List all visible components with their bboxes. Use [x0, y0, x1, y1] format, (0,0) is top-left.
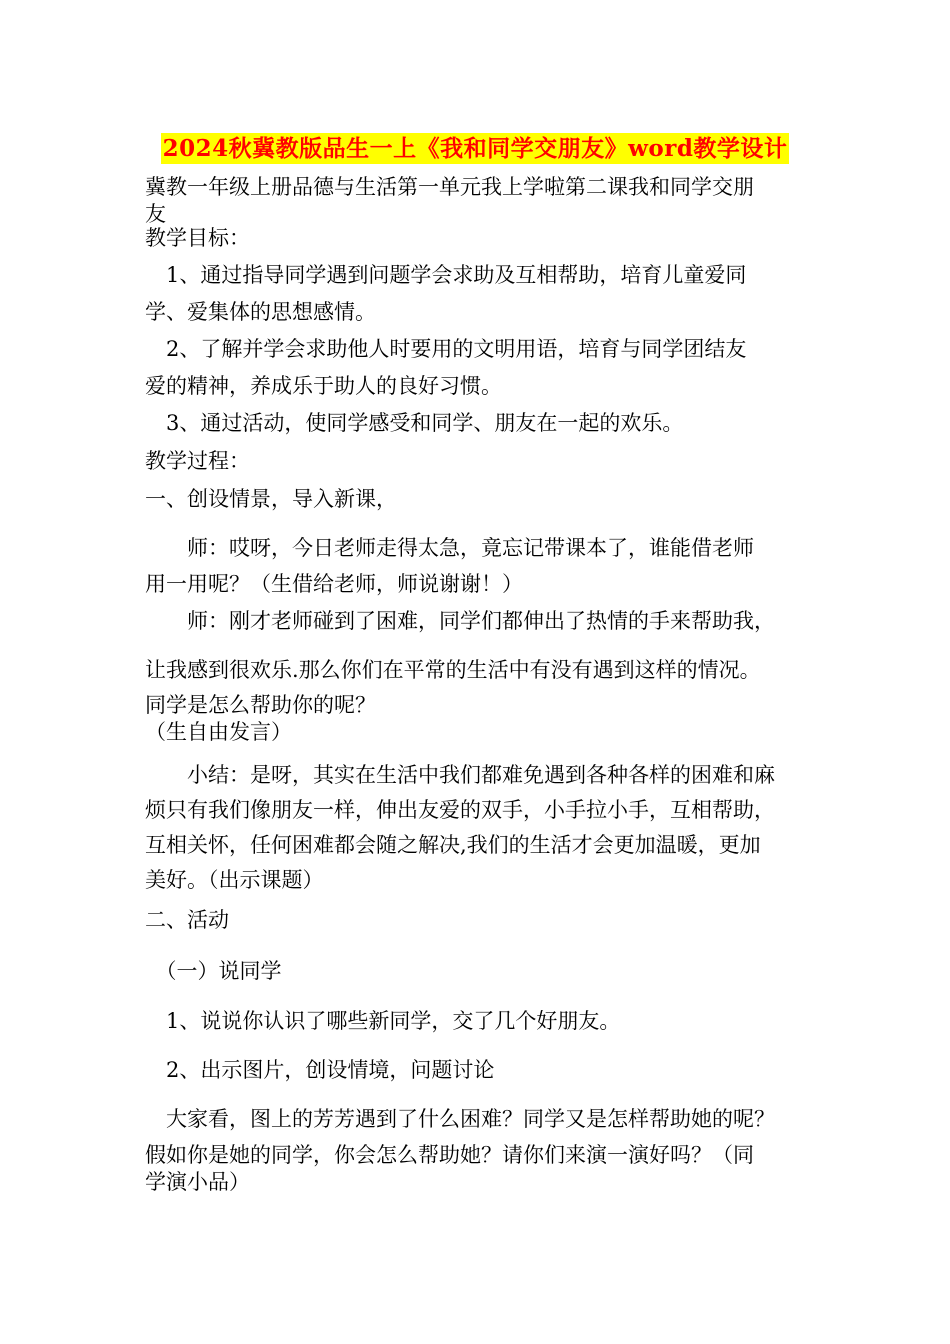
text-line: 师：哎呀，今日老师走得太急，竟忘记带课本了，谁能借老师	[145, 536, 754, 560]
text-line: 3、通过活动，使同学感受和同学、朋友在一起的欢乐。	[145, 411, 684, 435]
text-line: 友	[145, 202, 166, 226]
text-line: 大家看，图上的芳芳遇到了什么困难？同学又是怎样帮助她的呢？	[145, 1107, 775, 1131]
text-line: 美好。（出示课题）	[145, 868, 324, 892]
text-line: （一）说同学	[145, 959, 282, 983]
text-line: 烦只有我们像朋友一样，伸出友爱的双手，小手拉小手，互相帮助，	[145, 798, 775, 822]
text-line: 互相关怀，任何困难都会随之解决,我们的生活才会更加温暖，更加	[145, 833, 761, 857]
text-line: 让我感到很欢乐.那么你们在平常的生活中有没有遇到这样的情况。	[145, 658, 761, 682]
text-line: 一、创设情景，导入新课，	[145, 487, 397, 511]
section-heading: 二、活动	[145, 908, 229, 932]
text-line: 小结：是呀，其实在生活中我们都难免遇到各种各样的困难和麻	[145, 763, 775, 787]
text-line: 同学是怎么帮助你的呢？	[145, 693, 376, 717]
document-title: 2024秋冀教版品生一上《我和同学交朋友》word教学设计	[162, 135, 788, 162]
text-line: 学演小品）	[145, 1170, 250, 1194]
text-line: 假如你是她的同学，你会怎么帮助她？请你们来演一演好吗？（同	[145, 1143, 754, 1167]
text-line: 师：刚才老师碰到了困难，同学们都伸出了热情的手来帮助我，	[145, 609, 775, 633]
text-line: 1、通过指导同学遇到问题学会求助及互相帮助，培育儿童爱同	[145, 263, 747, 287]
text-line: 2、了解并学会求助他人时要用的文明用语，培育与同学团结友	[145, 337, 747, 361]
section-heading: 教学过程：	[145, 449, 250, 473]
section-heading: 教学目标：	[145, 226, 250, 250]
text-line: 1、说说你认识了哪些新同学，交了几个好朋友。	[145, 1009, 621, 1033]
title-container	[0, 133, 950, 164]
text-line: （生自由发言）	[145, 720, 292, 744]
text-line: 用一用呢？（生借给老师，师说谢谢！）	[145, 572, 523, 596]
text-line: 冀教一年级上册品德与生活第一单元我上学啦第二课我和同学交朋	[145, 175, 754, 199]
text-line: 爱的精神，养成乐于助人的良好习惯。	[145, 374, 502, 398]
text-line: 2、出示图片，创设情境，问题讨论	[145, 1058, 495, 1082]
text-line: 学、爱集体的思想感情。	[145, 300, 376, 324]
